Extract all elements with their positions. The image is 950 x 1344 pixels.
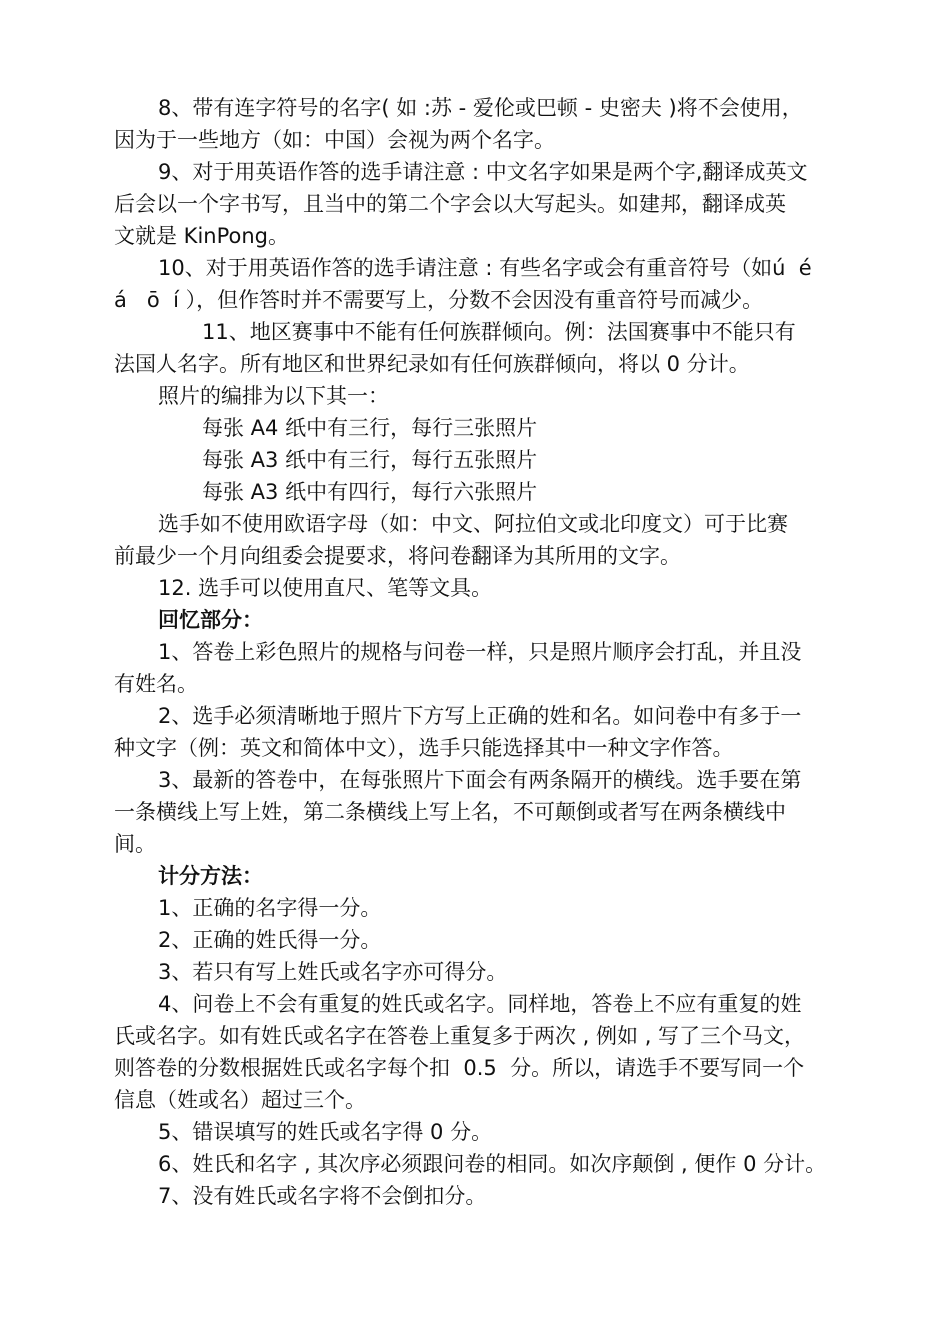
recall-1-line-1: 1、答卷上彩色照片的规格与问卷一样，只是照片顺序会打乱，并且没 [158, 640, 802, 664]
recall-3-line-3: 间。 [114, 832, 156, 856]
scoring-3: 3、若只有写上姓氏或名字亦可得分。 [158, 960, 508, 984]
photo-layout-option-1: 每张 A4 纸中有三行，每行三张照片 [202, 416, 538, 440]
scoring-7: 7、没有姓氏或名字将不会倒扣分。 [158, 1184, 487, 1208]
rule-9-line-3: 文就是 KinPong。 [114, 224, 289, 248]
recall-2-line-1: 2、选手必须清晰地于照片下方写上正确的姓和名。如问卷中有多于一 [158, 704, 802, 728]
scoring-4-line-3: 则答卷的分数根据姓氏或名字每个扣 0.5 分。所以，请选手不要写同一个 [114, 1056, 805, 1080]
rule-11-line-2: 法国人名字。所有地区和世界纪录如有任何族群倾向，将以 0 分计。 [114, 352, 750, 376]
translation-note-line-2: 前最少一个月向组委会提要求，将问卷翻译为其所用的文字。 [114, 544, 681, 568]
photo-layout-option-2: 每张 A3 纸中有三行，每行五张照片 [202, 448, 538, 472]
scoring-4-line-4: 信息（姓或名）超过三个。 [114, 1088, 366, 1112]
rule-10-line-2: á ō í ），但作答时并不需要写上，分数不会因没有重音符号而减少。 [114, 288, 764, 312]
scoring-2: 2、正确的姓氏得一分。 [158, 928, 382, 952]
rule-11-line-1: 11、地区赛事中不能有任何族群倾向。例：法国赛事中不能只有 [202, 320, 796, 344]
recall-1-line-2: 有姓名。 [114, 672, 198, 696]
rule-12: 12. 选手可以使用直尺、笔等文具。 [158, 576, 493, 600]
recall-2-line-2: 种文字（例：英文和简体中文），选手只能选择其中一种文字作答。 [114, 736, 734, 760]
scoring-4-line-2: 氏或名字。如有姓氏或名字在答卷上重复多于两次 , 例如 , 写了三个马文， [114, 1024, 806, 1048]
rule-9-line-2: 后会以一个字书写，且当中的第二个字会以大写起头。如建邦，翻译成英 [114, 192, 786, 216]
recall-3-line-2: 一条横线上写上姓，第二条横线上写上名，不可颠倒或者写在两条横线中 [114, 800, 786, 824]
section-heading-scoring: 计分方法： [158, 864, 263, 888]
scoring-4-line-1: 4、问卷上不会有重复的姓氏或名字。同样地，答卷上不应有重复的姓 [158, 992, 802, 1016]
rule-9-line-1: 9、对于用英语作答的选手请注意 : 中文名字如果是两个字,翻译成英文 [158, 160, 808, 184]
scoring-6: 6、姓氏和名字 , 其次序必须跟问卷的相同。如次序颠倒 , 便作 0 分计。 [158, 1152, 827, 1176]
photo-layout-option-3: 每张 A3 纸中有四行，每行六张照片 [202, 480, 538, 504]
section-heading-recall: 回忆部分： [158, 608, 263, 632]
rule-10-line-1: 10、对于用英语作答的选手请注意 : 有些名字或会有重音符号（如ú é [158, 256, 812, 280]
scoring-1: 1、正确的名字得一分。 [158, 896, 382, 920]
rule-8-line-1: 8、带有连字符号的名字( 如 :苏 - 爱伦或巴顿 - 史密夫 )将不会使用， [158, 96, 803, 120]
scoring-5: 5、错误填写的姓氏或名字得 0 分。 [158, 1120, 493, 1144]
recall-3-line-1: 3、最新的答卷中，在每张照片下面会有两条隔开的横线。选手要在第 [158, 768, 802, 792]
translation-note-line-1: 选手如不使用欧语字母（如：中文、阿拉伯文或北印度文）可于比赛 [158, 512, 788, 536]
photo-layout-intro: 照片的编排为以下其一： [158, 384, 389, 408]
rule-8-line-2: 因为于一些地方（如：中国）会视为两个名字。 [114, 128, 555, 152]
